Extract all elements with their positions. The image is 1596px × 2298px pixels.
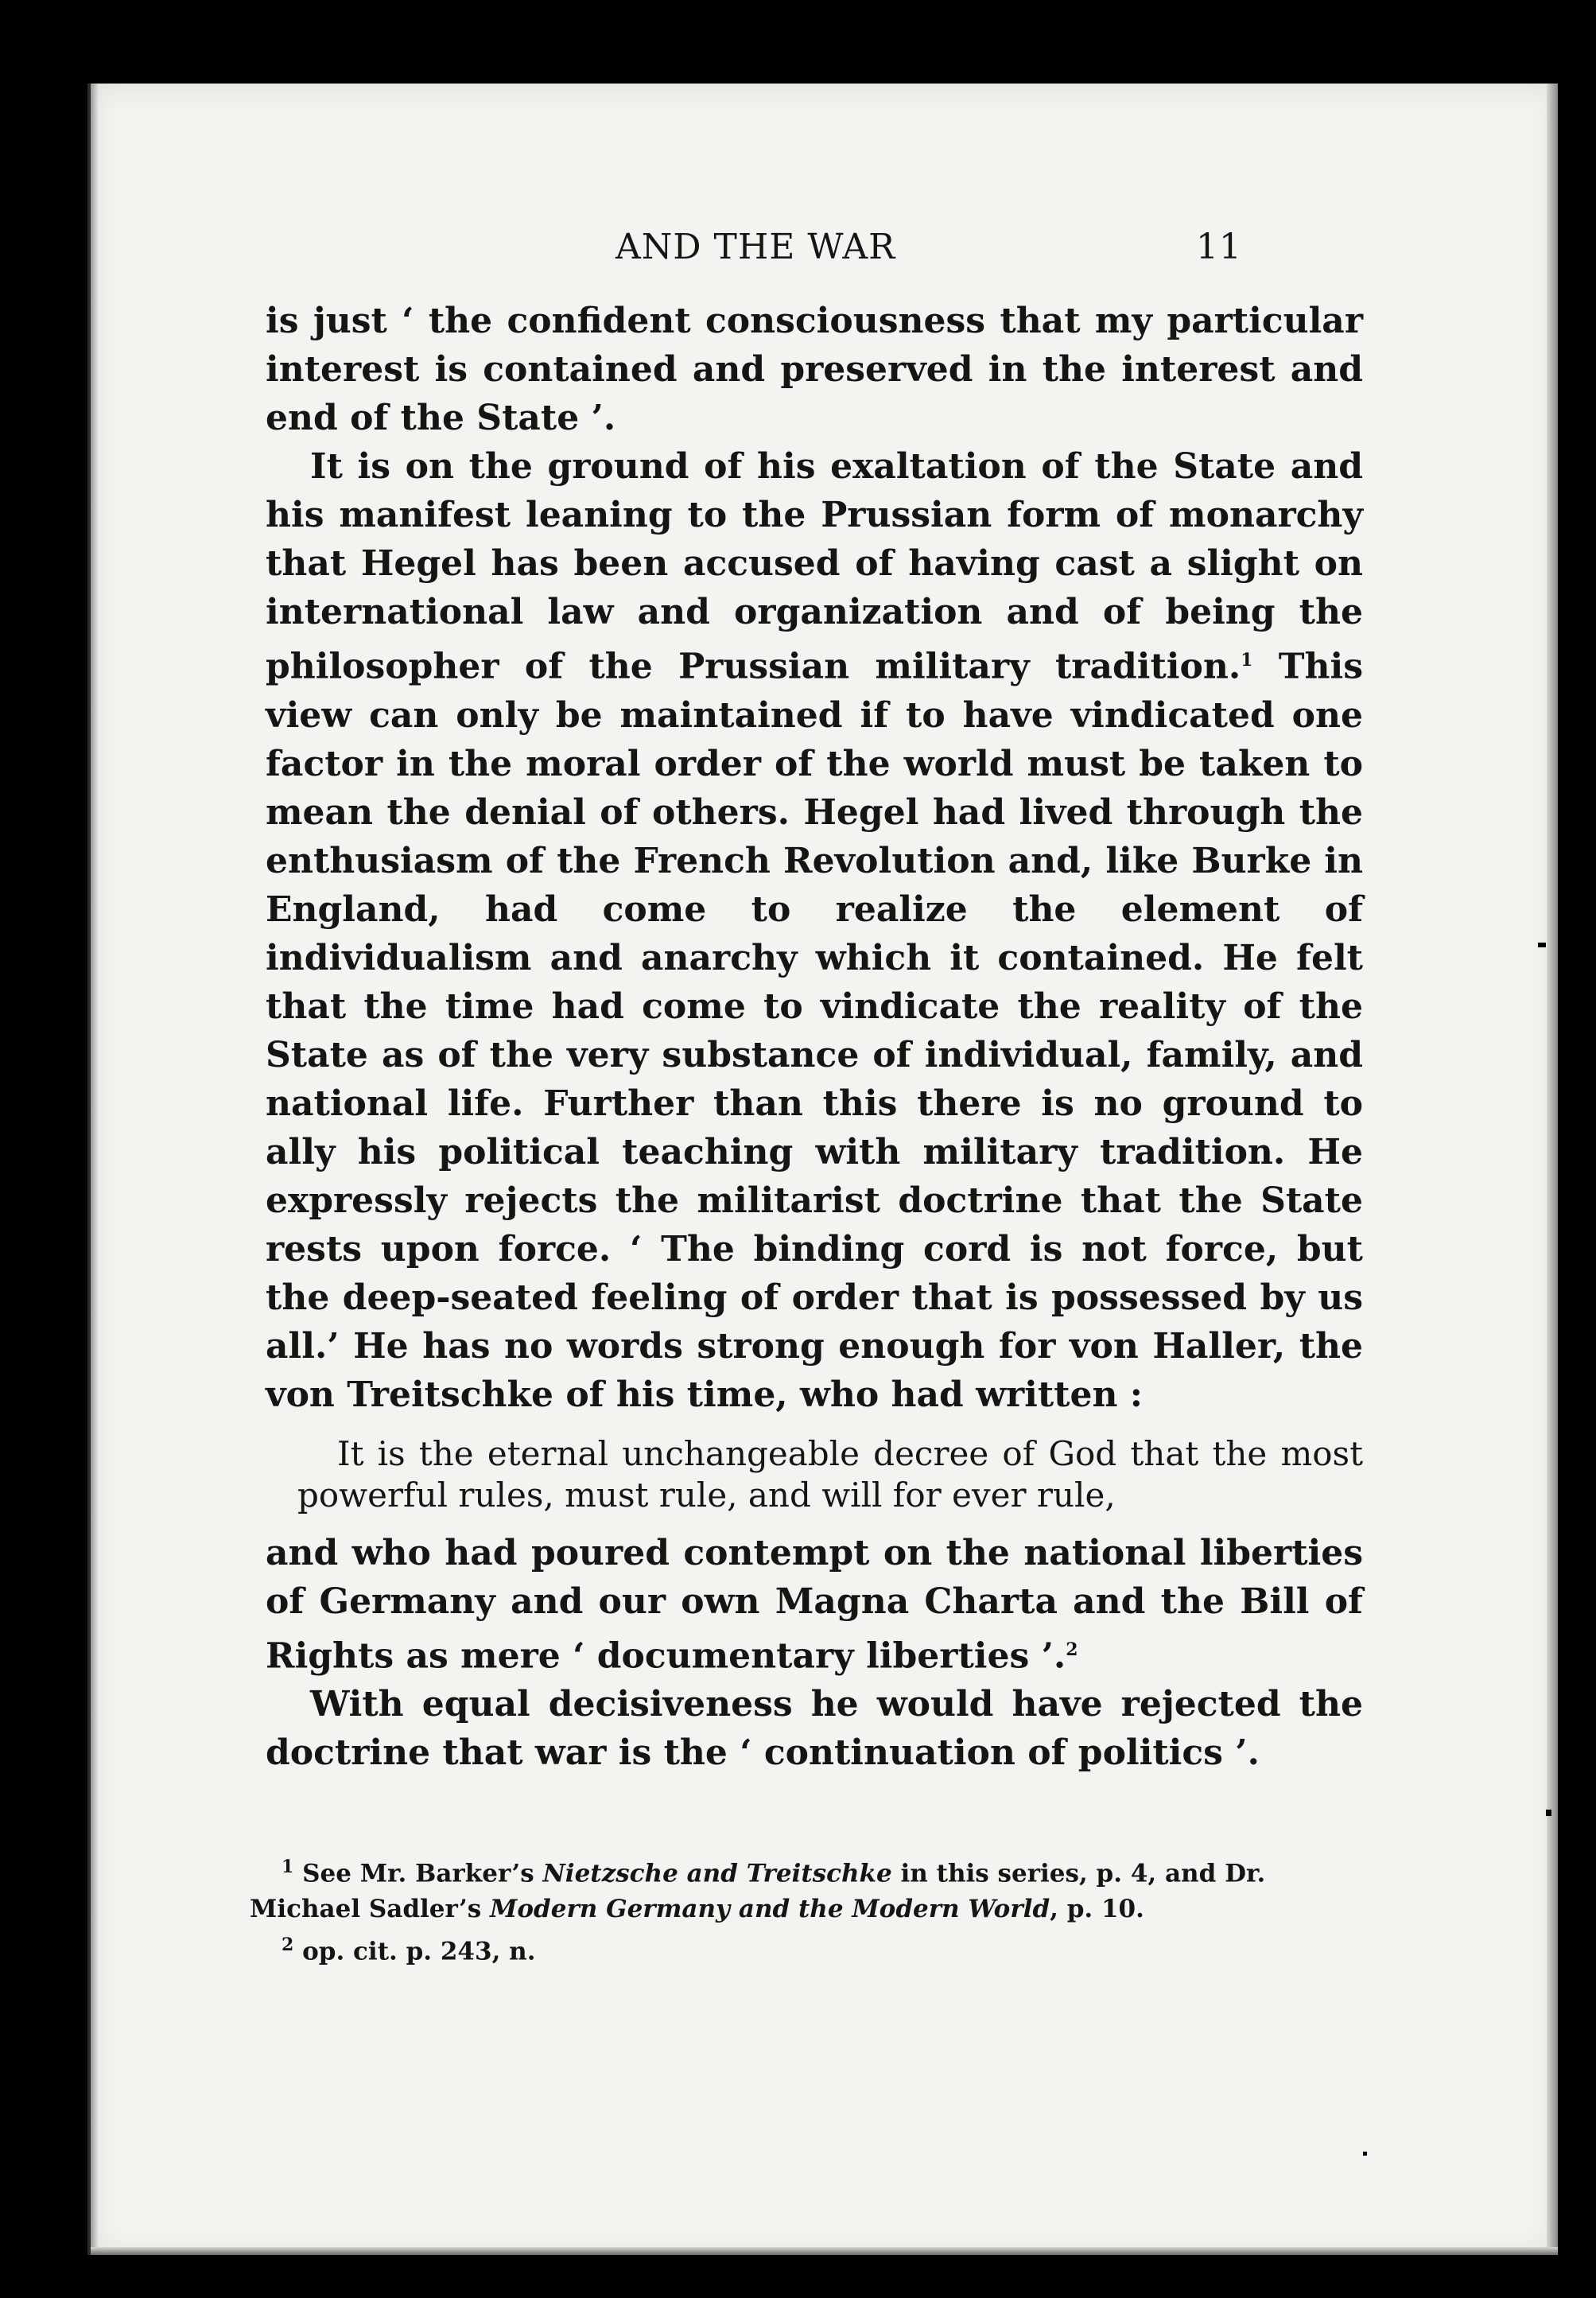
- paragraph-2-rest: This view can only be maintained if to have vindicated one factor in the moral order of the world must be taken to mean the denial of others. Hegel had lived through the enthusiasm of the French Revolution and, like Burke in England, had come to realize the element of individualism and anarchy which it contained. He felt that the time had come to vindicate the reality of the State as of the very substance of individual, family, and national life. Further than this there is no ground to ally his political teaching with military tradition. He expressly rejects the militarist doctrine that the State rests upon force. ‘ The binding cord is not force, but the deep-seated feeling of order that is possessed by us all.’ He has no words strong enough for von Haller, the von Treitschke of his time, who had written :: [266, 646, 1364, 1415]
- footnote-1-mark: 1: [282, 1857, 294, 1877]
- footnote-1-mid: in this series, p. 4, and Dr. Michael Sadler’s: [250, 1859, 1266, 1924]
- body-text: [266, 297, 1363, 1777]
- margin-speck: [1546, 1810, 1551, 1816]
- running-head: [91, 227, 1283, 282]
- margin-speck: [1363, 2152, 1367, 2156]
- footnote-2-text: op. cit. p. 243, n.: [293, 1937, 536, 1966]
- paragraph-4: With equal decisiveness he would have rejected the doctrine that war is the ‘ continuation of politics ’.: [266, 1684, 1363, 1774]
- footnote-ref-2: 2: [1066, 1639, 1078, 1660]
- footnote-2: [250, 1927, 1347, 1969]
- footnote-1-title-1: Nietzsche and Treitschke: [542, 1859, 892, 1888]
- running-title: AND THE WAR: [615, 227, 896, 267]
- page-number: 11: [1196, 227, 1242, 267]
- footnote-1: [250, 1849, 1347, 1927]
- footnotes: [250, 1849, 1347, 1970]
- footnote-1-pre: See Mr. Barker’s: [293, 1859, 543, 1888]
- footnote-1-post: , p. 10.: [1050, 1895, 1144, 1924]
- paragraph-3-main: and who had poured contempt on the national liberties of Germany and our own Magna Charta and the Bill of Rights as mere ‘ documentary liberties ’.: [266, 1532, 1363, 1677]
- footnote-1-title-2: Modern Germany and the Modern World: [490, 1895, 1050, 1924]
- book-page: [87, 84, 1558, 2255]
- paragraph-1: is just ‘ the confident consciousness that my particular interest is contained and preserved in the interest and end of the State ’.: [266, 301, 1363, 438]
- footnote-2-mark: 2: [282, 1934, 294, 1956]
- page-right-edge: [1547, 84, 1558, 2255]
- block-quote: It is the eternal unchangeable decree of God that the most powerful rules, must rule, and will for ever rule,: [297, 1433, 1363, 1515]
- margin-speck: [1538, 943, 1546, 947]
- paragraph-2: [266, 442, 1363, 1419]
- page-bottom-edge: [91, 2247, 1558, 2255]
- paragraph-3: [266, 1529, 1363, 1681]
- binding-shadow: [91, 84, 99, 2255]
- paragraph-2-main: It is on the ground of his exaltation of the State and his manifest leaning to the Prussian form of monarchy that Hegel has been accused of having cast a slight on international law and organization and of being the philosopher of the Prussian military tradition.: [266, 446, 1363, 687]
- footnote-ref-1: 1: [1241, 650, 1253, 671]
